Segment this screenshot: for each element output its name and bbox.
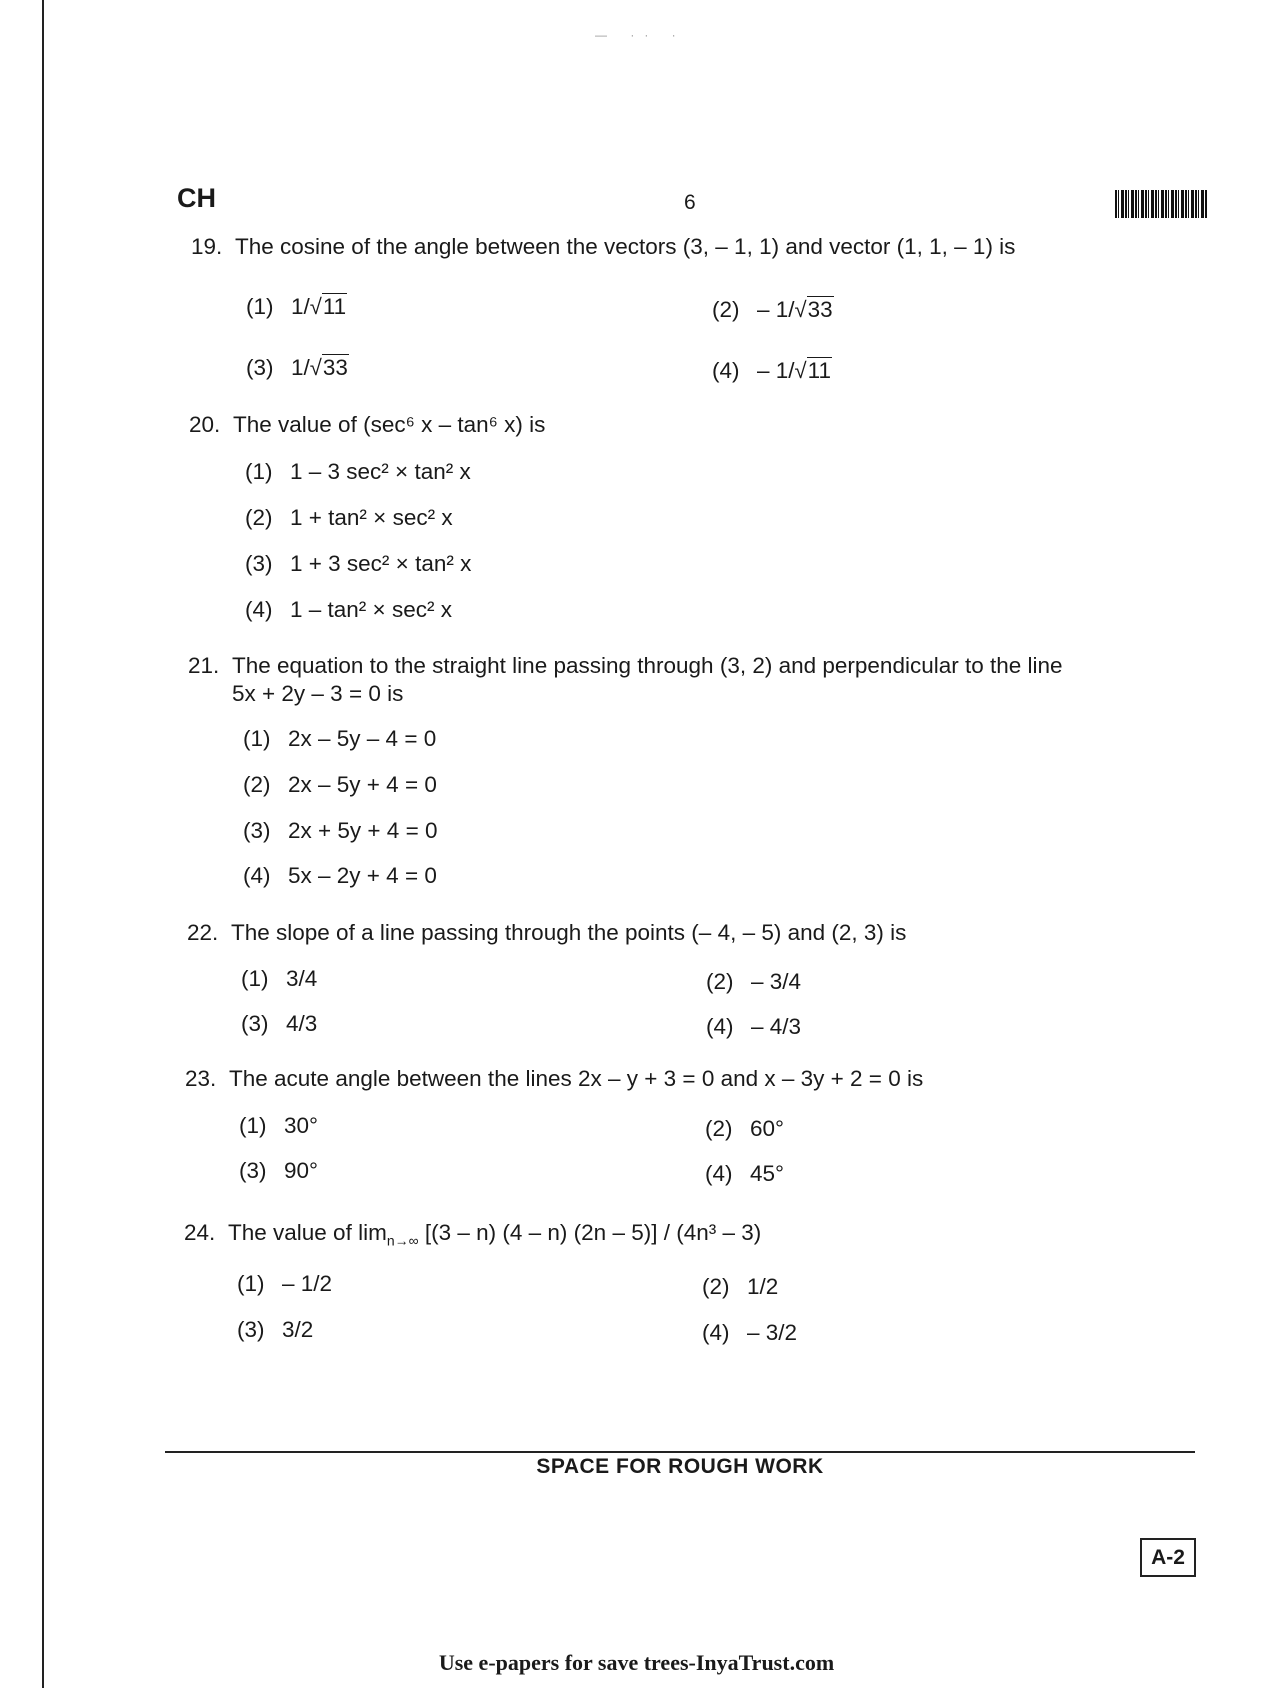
question-text-prefix: The value of lim: [228, 1220, 387, 1245]
question-text-continued: 5x + 2y – 3 = 0 is: [232, 681, 404, 706]
form-code-box: A-2: [1140, 1538, 1196, 1577]
question-20: [189, 411, 545, 439]
question-number: 21.: [188, 653, 220, 678]
question-number: 22.: [187, 920, 219, 945]
option-20-1: (1) 1 – 3 sec² × tan² x: [245, 459, 471, 484]
option-22-3: (3) 4/3: [241, 1011, 318, 1036]
option-21-1: (1) 2x – 5y – 4 = 0: [243, 726, 437, 751]
question-number: 19.: [191, 234, 223, 259]
option-24-3: (3) 3/2: [237, 1317, 314, 1342]
question-19: [191, 233, 1015, 261]
option-22-4: (4) – 4/3: [706, 1014, 802, 1039]
question-text: The slope of a line passing through the points (– 4, – 5) and (2, 3) is: [231, 920, 907, 945]
question-22: [187, 919, 906, 947]
paper-code: CH: [177, 183, 216, 213]
option-19-2: (2) – 1/√33: [712, 297, 833, 322]
question-number: 20.: [189, 412, 221, 437]
option-24-4: (4) – 3/2: [702, 1320, 798, 1345]
option-20-2: (2) 1 + tan² × sec² x: [245, 505, 453, 530]
scan-marks: — ·· ·: [595, 28, 686, 42]
option-22-1: (1) 3/4: [241, 966, 318, 991]
question-number: 23.: [185, 1066, 217, 1091]
question-text: The acute angle between the lines 2x – y + 3 = 0 and x – 3y + 2 = 0 is: [229, 1066, 924, 1091]
question-number: 24.: [184, 1220, 216, 1245]
question-21: [188, 652, 1063, 708]
option-21-3: (3) 2x + 5y + 4 = 0: [243, 818, 438, 843]
option-19-1: (1) 1/√11: [246, 294, 347, 319]
option-24-2: (2) 1/2: [702, 1274, 779, 1299]
page-left-border: [42, 0, 44, 1688]
option-23-2: (2) 60°: [705, 1116, 785, 1141]
option-21-4: (4) 5x – 2y + 4 = 0: [243, 863, 437, 888]
footer-text: Use e-papers for save trees-InyaTrust.com: [438, 1650, 835, 1675]
option-19-3: (3) 1/√33: [246, 355, 348, 380]
question-text-suffix: [(3 – n) (4 – n) (2n – 5)] / (4n³ – 3): [418, 1220, 762, 1245]
page-number: 6: [684, 191, 696, 214]
question-text: The cosine of the angle between the vectors (3, – 1, 1) and vector (1, 1, – 1) is: [235, 234, 1016, 259]
option-23-4: (4) 45°: [705, 1161, 785, 1186]
limit-subscript: n→∞: [386, 1232, 419, 1249]
question-text: The value of (sec⁶ x – tan⁶ x) is: [233, 412, 546, 437]
rough-work-label: SPACE FOR ROUGH WORK: [536, 1455, 824, 1478]
option-21-2: (2) 2x – 5y + 4 = 0: [243, 772, 437, 797]
option-24-1: (1) – 1/2: [237, 1271, 333, 1296]
option-19-4: (4) – 1/√11: [712, 358, 831, 383]
question-24: [184, 1219, 761, 1255]
option-23-1: (1) 30°: [239, 1113, 319, 1138]
option-20-4: (4) 1 – tan² × sec² x: [245, 597, 452, 622]
option-23-3: (3) 90°: [239, 1158, 319, 1183]
barcode-icon: [1115, 190, 1207, 218]
option-22-2: (2) – 3/4: [706, 969, 802, 994]
rough-work-divider: [165, 1451, 1195, 1453]
question-23: [185, 1065, 923, 1093]
option-20-3: (3) 1 + 3 sec² × tan² x: [245, 551, 472, 576]
question-text: The equation to the straight line passing through (3, 2) and perpendicular to the line: [232, 653, 1063, 678]
